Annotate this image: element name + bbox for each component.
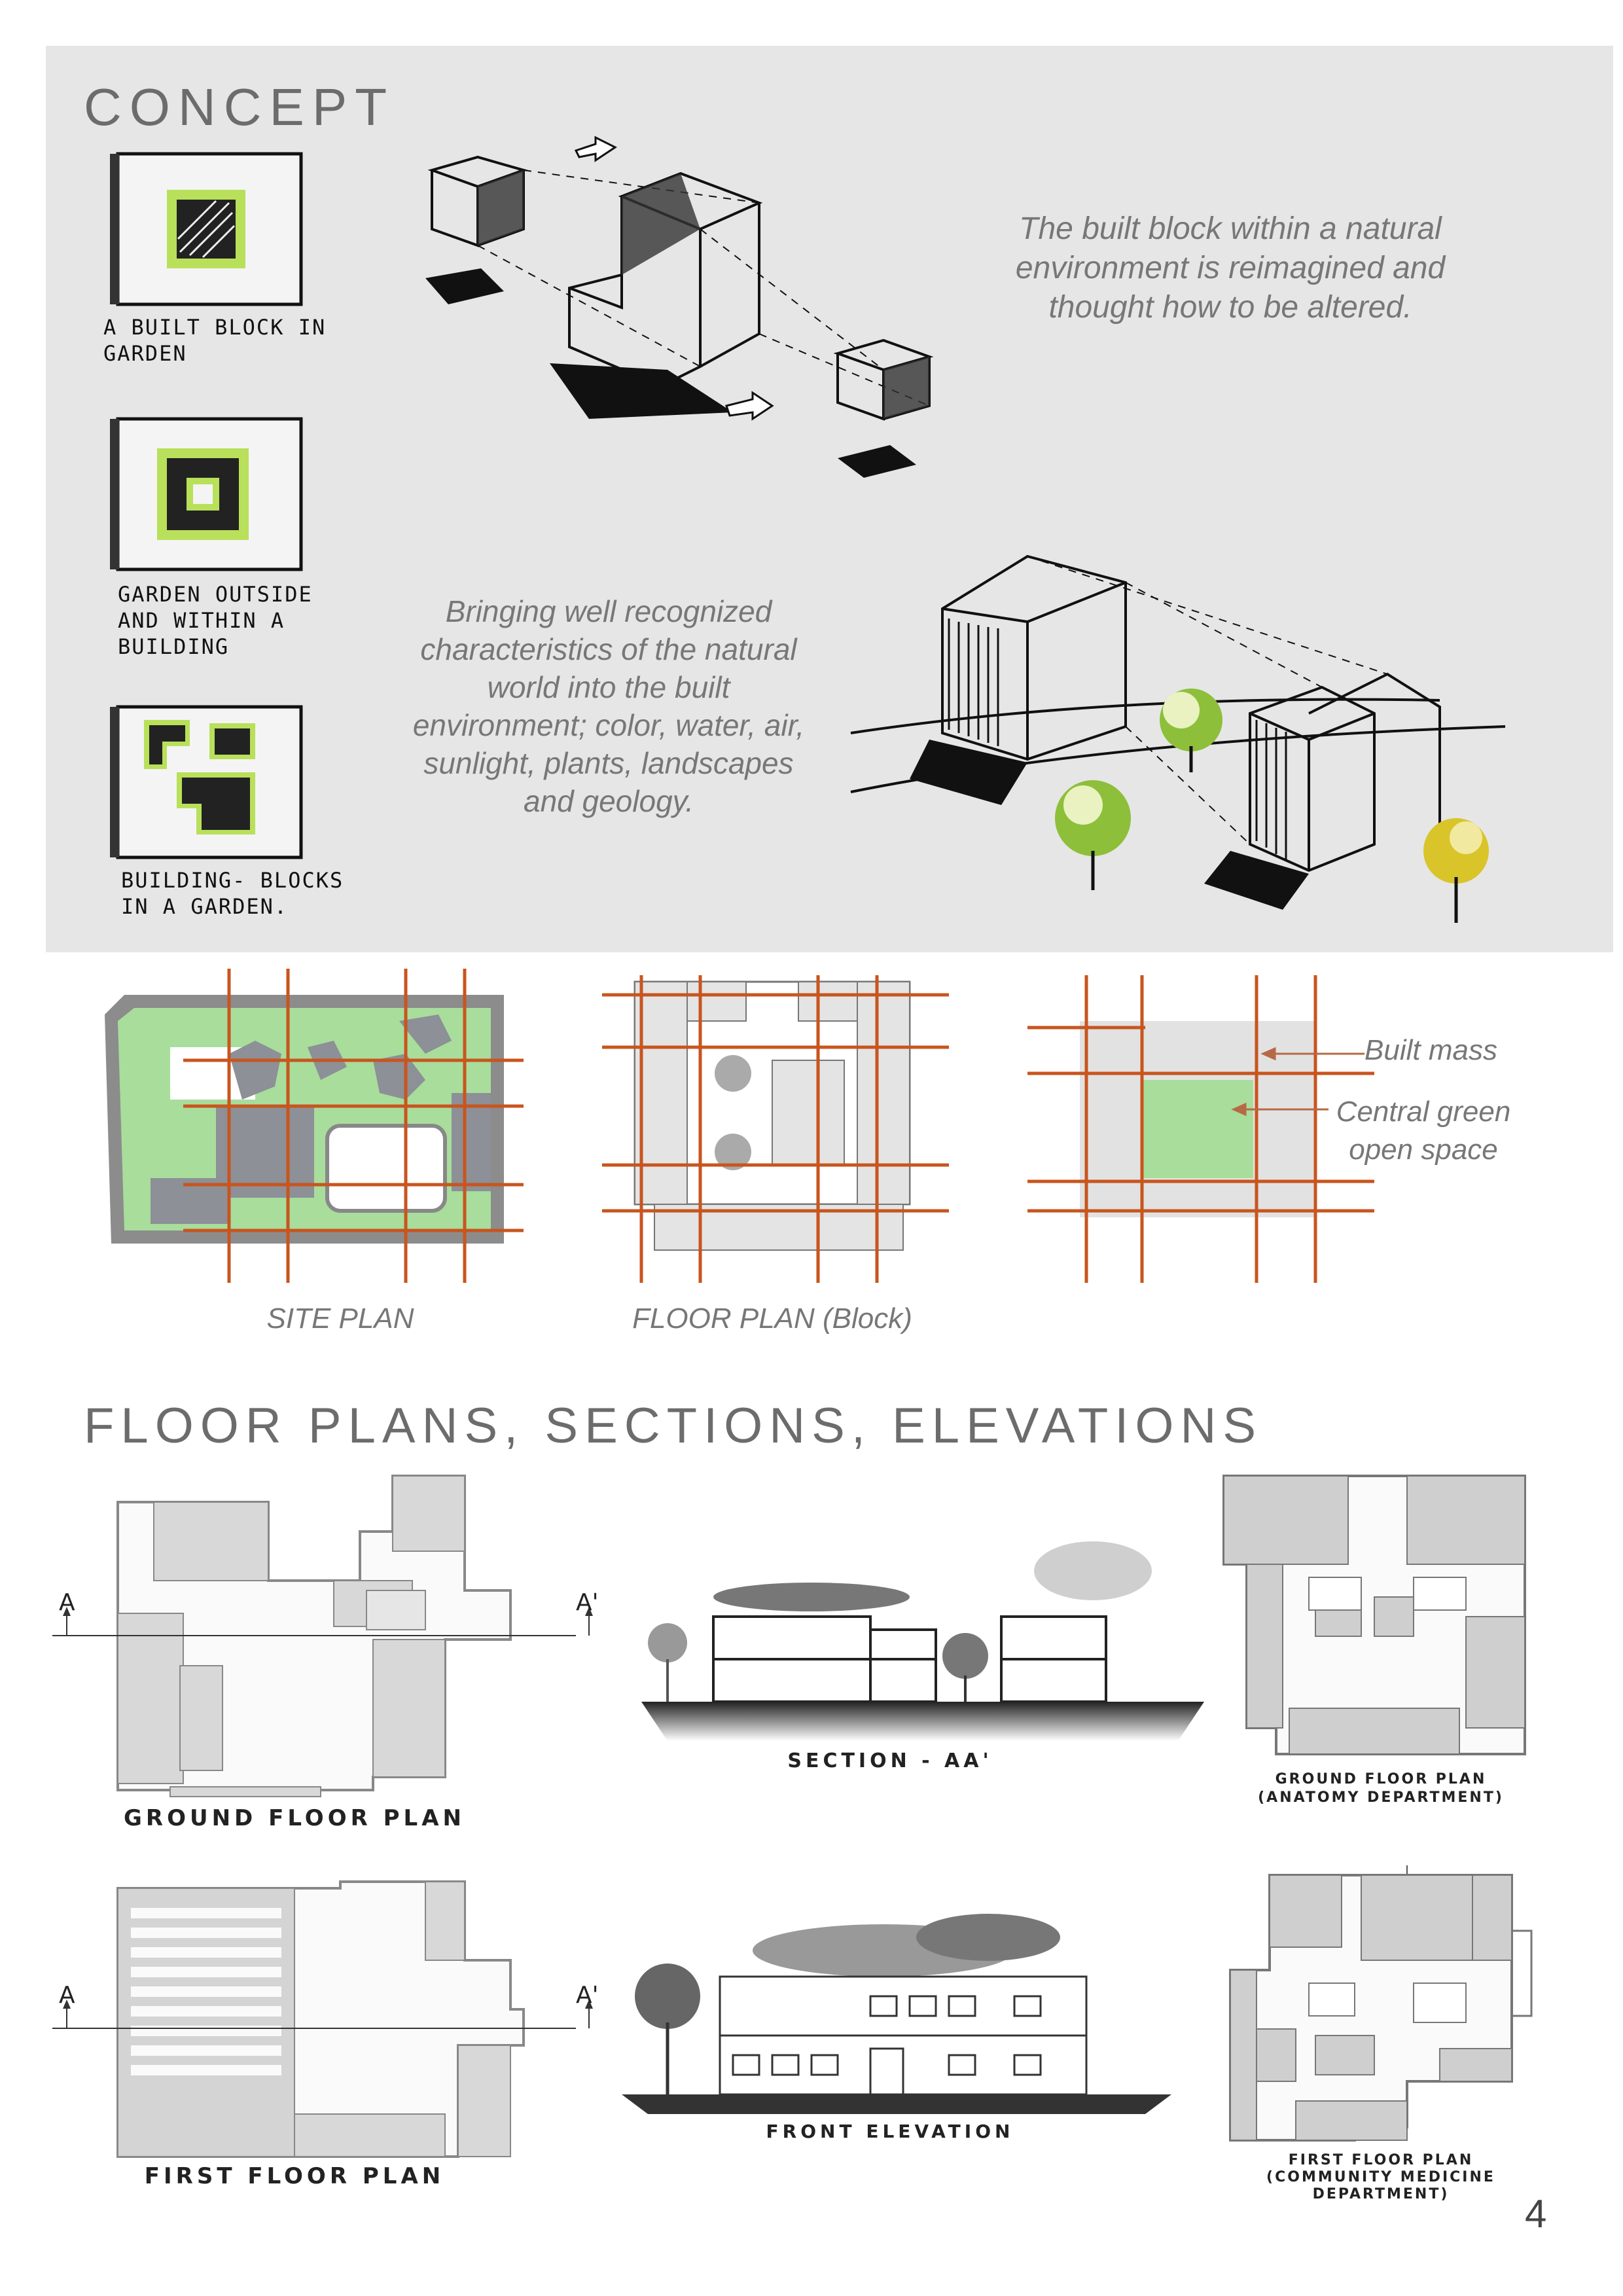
first-plan-cut-a-prime: A' (576, 1982, 599, 2009)
legend-built-mass: Built mass (1364, 1034, 1497, 1066)
first-floor-plan-drawing (52, 1882, 576, 2163)
anatomy-plan-drawing (1217, 1466, 1531, 1754)
diagram-built-block (105, 141, 314, 317)
front-elevation-drawing (622, 1898, 1171, 2121)
ground-floor-plan-drawing (52, 1476, 576, 1803)
front-elevation-label: FRONT ELEVATION (766, 2121, 1014, 2142)
section-aa-label: SECTION - AA' (787, 1749, 993, 1772)
anatomy-plan-label: GROUND FLOOR PLAN (ANATOMY DEPARTMENT) (1258, 1771, 1504, 1806)
diagram-label-3: BUILDING- BLOCKS IN A GARDEN. (121, 868, 344, 919)
concept-statement-2: Bringing well recognized characteristics of the natural world into the built environment; color, water, air, sunlight, plants, landscapes and geology. (412, 594, 805, 818)
site-plan-caption: SITE PLAN (266, 1302, 414, 1335)
page-number: 4 (1525, 2192, 1547, 2236)
landscape-sketch (851, 543, 1505, 942)
diagram-garden-within (105, 406, 314, 583)
site-plan-grid (98, 969, 543, 1283)
first-plan-cut-a: A (59, 1982, 75, 2009)
community-plan-drawing (1217, 1865, 1531, 2140)
ground-plan-cut-a: A (59, 1589, 75, 1616)
drawings-title: FLOOR PLANS, SECTIONS, ELEVATIONS (84, 1398, 1263, 1454)
diagram-label-2: GARDEN OUTSIDE AND WITHIN A BUILDING (118, 582, 313, 659)
legend-green-space: Central green open space (1336, 1096, 1511, 1166)
community-plan-label: FIRST FLOOR PLAN (COMMUNITY MEDICINE DEPARTMENT) (1266, 2152, 1495, 2202)
first-floor-plan-label: FIRST FLOOR PLAN (144, 2163, 445, 2189)
section-aa-drawing (641, 1545, 1204, 1754)
diagram-label-1: A BUILT BLOCK IN GARDEN (103, 315, 327, 366)
concept-title: CONCEPT (84, 78, 395, 136)
ground-plan-cut-a-prime: A' (576, 1589, 599, 1616)
diagram-building-blocks (105, 694, 314, 870)
exploded-block-sketch (419, 137, 942, 478)
ground-floor-plan-label: GROUND FLOOR PLAN (124, 1805, 465, 1831)
floor-plan-block-grid (602, 975, 969, 1283)
floor-plan-block-caption: FLOOR PLAN (Block) (632, 1302, 912, 1335)
concept-statement-1: The built block within a natural environment is reimagined and thought how to be altered. (1015, 211, 1446, 325)
